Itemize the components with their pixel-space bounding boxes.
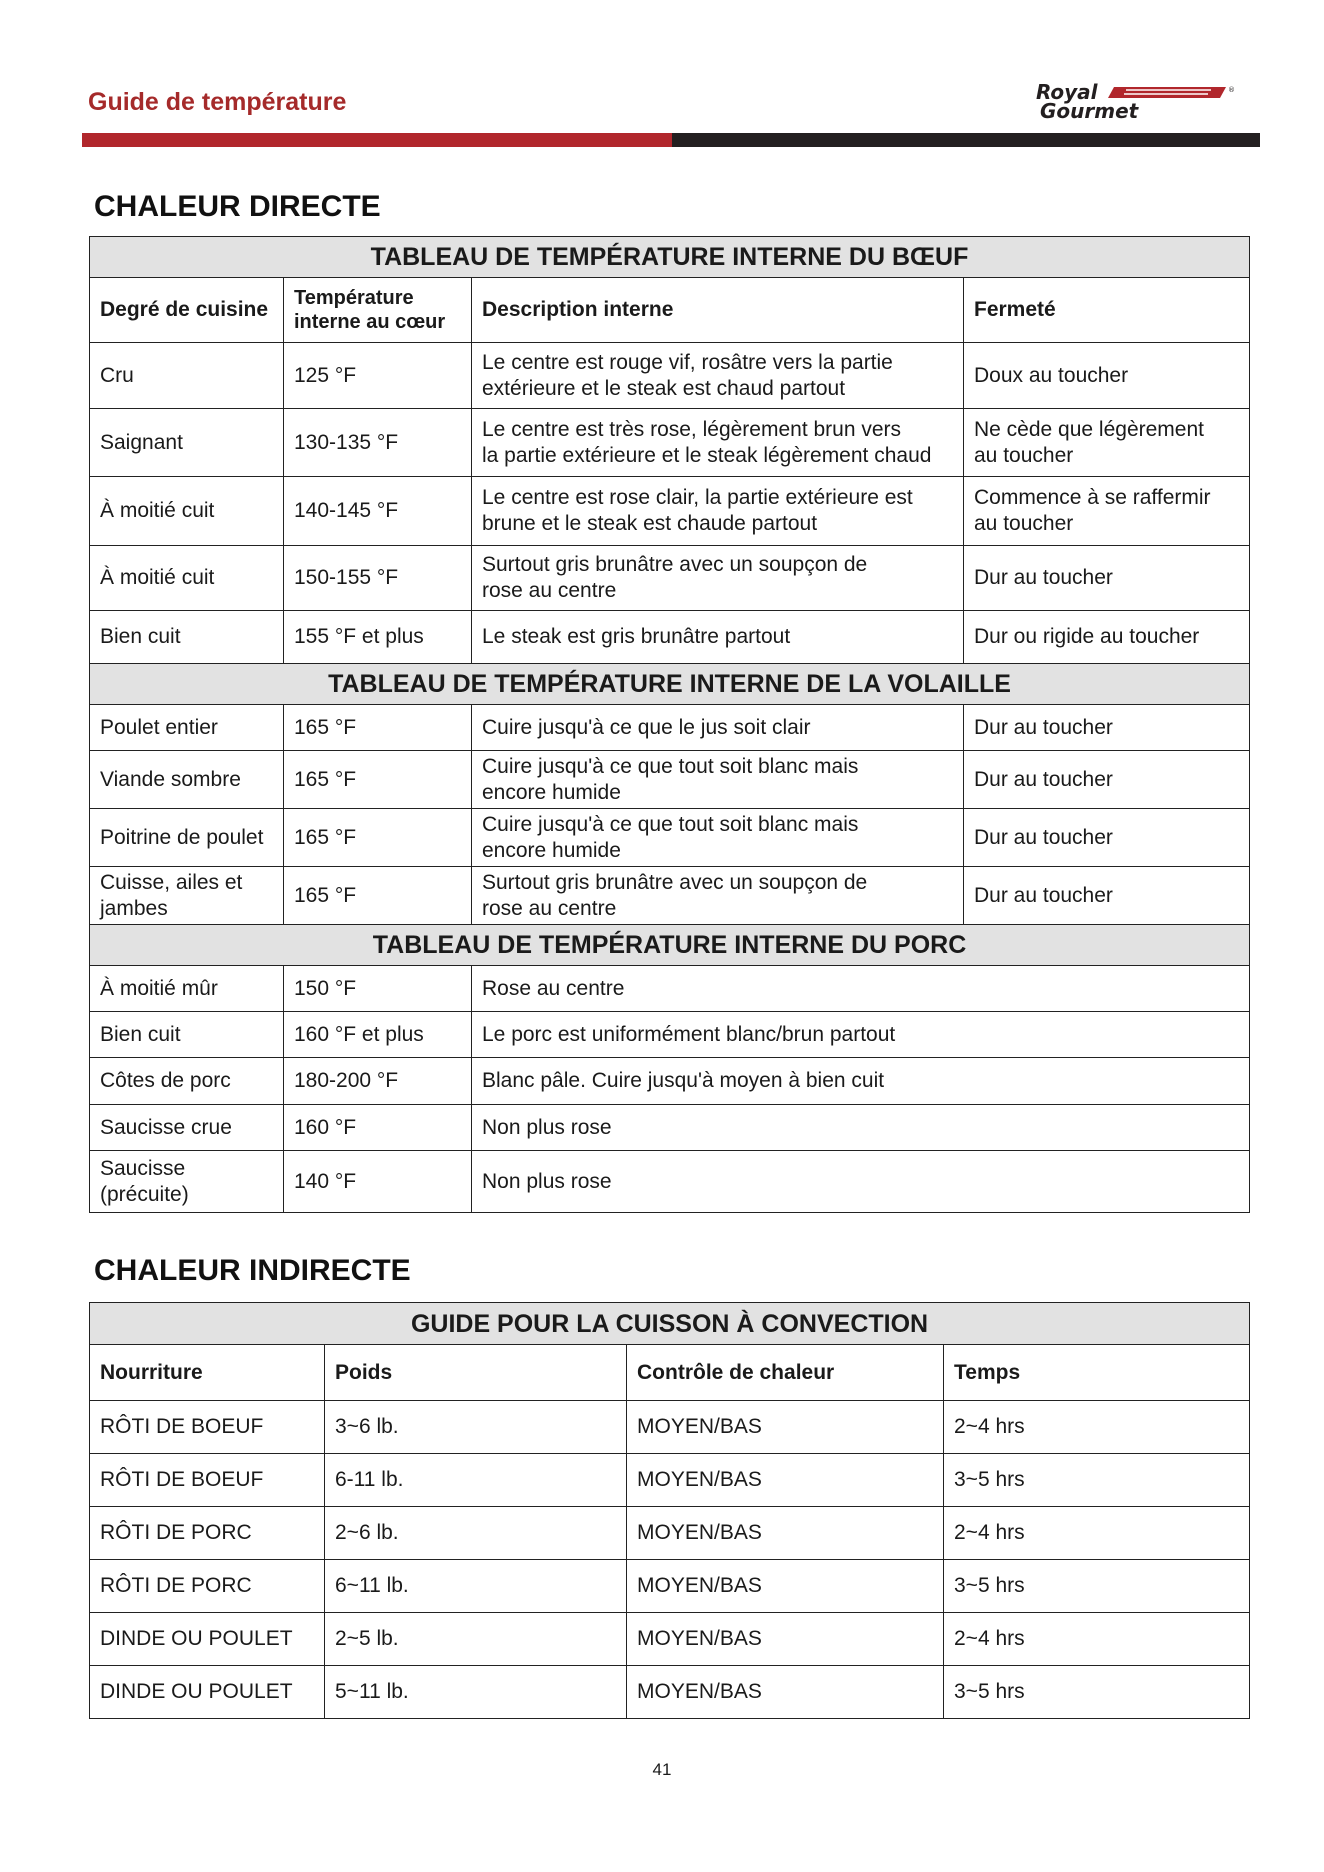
convection-col-header-0: Nourriture: [90, 1345, 325, 1401]
beef-cell: 155 °F et plus: [284, 611, 472, 664]
poultry-row: [90, 751, 1250, 809]
convection-col-header-2: Contrôle de chaleur: [627, 1345, 944, 1401]
beef-cell: À moitié cuit: [90, 546, 284, 611]
convection-row: [90, 1666, 1250, 1719]
royal-gourmet-logo: [1036, 82, 1236, 122]
convection-row: [90, 1454, 1250, 1507]
pork-cell: 140 °F: [284, 1151, 472, 1213]
poultry-cell: Dur au toucher: [964, 751, 1250, 809]
beef-table-heading-text: TABLEAU DE TEMPÉRATURE INTERNE DU BŒUF: [90, 237, 1250, 278]
poultry-row: [90, 705, 1250, 751]
poultry-cell: Viande sombre: [90, 751, 284, 809]
svg-text:®: ®: [1228, 86, 1235, 94]
section-title-indirect: CHALEUR INDIRECTE: [94, 1254, 411, 1287]
beef-cell: 130-135 °F: [284, 409, 472, 477]
pork-cell: Saucisse crue: [90, 1105, 284, 1151]
poultry-row: [90, 809, 1250, 867]
pork-cell: Le porc est uniformément blanc/brun partout: [472, 1012, 1250, 1058]
beef-cell: Surtout gris brunâtre avec un soupçon de rose au centre: [472, 546, 964, 611]
poultry-cell: Dur au toucher: [964, 809, 1250, 867]
convection-table: [89, 1302, 1250, 1719]
beef-cell: Cru: [90, 343, 284, 409]
pork-cell: Saucisse (précuite): [90, 1151, 284, 1213]
convection-table-heading: [90, 1303, 1250, 1345]
pork-row: [90, 966, 1250, 1012]
convection-row: [90, 1560, 1250, 1613]
convection-cell: 2~4 hrs: [944, 1613, 1250, 1666]
poultry-cell: Cuisse, ailes et jambes: [90, 867, 284, 925]
pork-cell: Rose au centre: [472, 966, 1250, 1012]
svg-text:Gourmet: Gourmet: [1040, 99, 1139, 122]
beef-cell: Saignant: [90, 409, 284, 477]
pork-cell: 180-200 °F: [284, 1058, 472, 1105]
pork-cell: 150 °F: [284, 966, 472, 1012]
convection-cell: 3~5 hrs: [944, 1560, 1250, 1613]
pork-cell: 160 °F et plus: [284, 1012, 472, 1058]
convection-cell: 2~4 hrs: [944, 1507, 1250, 1560]
convection-col-header-3: Temps: [944, 1345, 1250, 1401]
pork-cell: Bien cuit: [90, 1012, 284, 1058]
pork-table-heading: [90, 925, 1250, 966]
beef-cell: À moitié cuit: [90, 477, 284, 546]
convection-cell: 6~11 lb.: [325, 1560, 627, 1613]
pork-table-heading-text: TABLEAU DE TEMPÉRATURE INTERNE DU PORC: [90, 925, 1250, 966]
beef-cell: Dur ou rigide au toucher: [964, 611, 1250, 664]
pork-cell: 160 °F: [284, 1105, 472, 1151]
convection-cell: 3~6 lb.: [325, 1401, 627, 1454]
beef-cell: Doux au toucher: [964, 343, 1250, 409]
page-number: 41: [652, 1760, 672, 1779]
pork-cell: Côtes de porc: [90, 1058, 284, 1105]
convection-cell: DINDE OU POULET: [90, 1613, 325, 1666]
convection-cell: MOYEN/BAS: [627, 1454, 944, 1507]
convection-column-header: [90, 1345, 1250, 1401]
convection-cell: MOYEN/BAS: [627, 1560, 944, 1613]
poultry-cell: Cuire jusqu'à ce que le jus soit clair: [472, 705, 964, 751]
direct-heat-table: [89, 236, 1250, 1213]
poultry-cell: Poulet entier: [90, 705, 284, 751]
direct-col-header-1: Température interne au cœur: [284, 278, 472, 343]
pork-cell: Blanc pâle. Cuire jusqu'à moyen à bien cuit: [472, 1058, 1250, 1105]
poultry-cell: Surtout gris brunâtre avec un soupçon de rose au centre: [472, 867, 964, 925]
poultry-cell: 165 °F: [284, 705, 472, 751]
convection-cell: DINDE OU POULET: [90, 1666, 325, 1719]
direct-column-header: [90, 278, 1250, 343]
convection-cell: 6-11 lb.: [325, 1454, 627, 1507]
poultry-cell: 165 °F: [284, 867, 472, 925]
beef-row: [90, 343, 1250, 409]
pork-row: [90, 1105, 1250, 1151]
convection-cell: RÔTI DE BOEUF: [90, 1454, 325, 1507]
convection-cell: 2~5 lb.: [325, 1613, 627, 1666]
beef-table-heading: [90, 237, 1250, 278]
beef-cell: Le steak est gris brunâtre partout: [472, 611, 964, 664]
beef-cell: Le centre est très rose, légèrement brun vers la partie extérieure et le steak légèrement chaud: [472, 409, 964, 477]
convection-cell: 3~5 hrs: [944, 1666, 1250, 1719]
pork-row: [90, 1012, 1250, 1058]
convection-col-header-1: Poids: [325, 1345, 627, 1401]
convection-table-heading-text: GUIDE POUR LA CUISSON À CONVECTION: [90, 1303, 1250, 1345]
poultry-table-heading-text: TABLEAU DE TEMPÉRATURE INTERNE DE LA VOLAILLE: [90, 664, 1250, 705]
pork-cell: Non plus rose: [472, 1105, 1250, 1151]
beef-cell: Commence à se raffermir au toucher: [964, 477, 1250, 546]
convection-cell: 2~4 hrs: [944, 1401, 1250, 1454]
convection-cell: MOYEN/BAS: [627, 1401, 944, 1454]
beef-cell: Ne cède que légèrement au toucher: [964, 409, 1250, 477]
direct-col-header-3: Fermeté: [964, 278, 1250, 343]
convection-cell: 5~11 lb.: [325, 1666, 627, 1719]
beef-cell: Dur au toucher: [964, 546, 1250, 611]
poultry-cell: Dur au toucher: [964, 705, 1250, 751]
svg-text:Royal: Royal: [1036, 82, 1098, 104]
poultry-cell: Cuire jusqu'à ce que tout soit blanc mais encore humide: [472, 809, 964, 867]
beef-row: [90, 409, 1250, 477]
beef-row: [90, 477, 1250, 546]
convection-cell: RÔTI DE PORC: [90, 1507, 325, 1560]
convection-cell: MOYEN/BAS: [627, 1666, 944, 1719]
section-title-direct: CHALEUR DIRECTE: [94, 190, 381, 223]
header-bar-dark: [672, 133, 1260, 147]
convection-row: [90, 1401, 1250, 1454]
pork-cell: Non plus rose: [472, 1151, 1250, 1213]
direct-col-header-0: Degré de cuisine: [90, 278, 284, 343]
pork-row: [90, 1151, 1250, 1213]
poultry-cell: Cuire jusqu'à ce que tout soit blanc mais encore humide: [472, 751, 964, 809]
page-header-title: Guide de température: [88, 88, 347, 116]
pork-cell: À moitié mûr: [90, 966, 284, 1012]
poultry-row: [90, 867, 1250, 925]
convection-cell: 3~5 hrs: [944, 1454, 1250, 1507]
poultry-cell: Poitrine de poulet: [90, 809, 284, 867]
header-bar-red: [82, 133, 672, 147]
poultry-table-heading: [90, 664, 1250, 705]
beef-cell: Le centre est rose clair, la partie extérieure est brune et le steak est chaude partout: [472, 477, 964, 546]
pork-row: [90, 1058, 1250, 1105]
beef-cell: Bien cuit: [90, 611, 284, 664]
convection-row: [90, 1613, 1250, 1666]
convection-cell: MOYEN/BAS: [627, 1507, 944, 1560]
convection-row: [90, 1507, 1250, 1560]
beef-cell: 125 °F: [284, 343, 472, 409]
beef-row: [90, 611, 1250, 664]
convection-cell: RÔTI DE BOEUF: [90, 1401, 325, 1454]
poultry-cell: Dur au toucher: [964, 867, 1250, 925]
convection-cell: RÔTI DE PORC: [90, 1560, 325, 1613]
convection-cell: MOYEN/BAS: [627, 1613, 944, 1666]
convection-cell: 2~6 lb.: [325, 1507, 627, 1560]
beef-cell: Le centre est rouge vif, rosâtre vers la partie extérieure et le steak est chaud partout: [472, 343, 964, 409]
poultry-cell: 165 °F: [284, 751, 472, 809]
beef-cell: 140-145 °F: [284, 477, 472, 546]
poultry-cell: 165 °F: [284, 809, 472, 867]
direct-col-header-2: Description interne: [472, 278, 964, 343]
beef-row: [90, 546, 1250, 611]
beef-cell: 150-155 °F: [284, 546, 472, 611]
